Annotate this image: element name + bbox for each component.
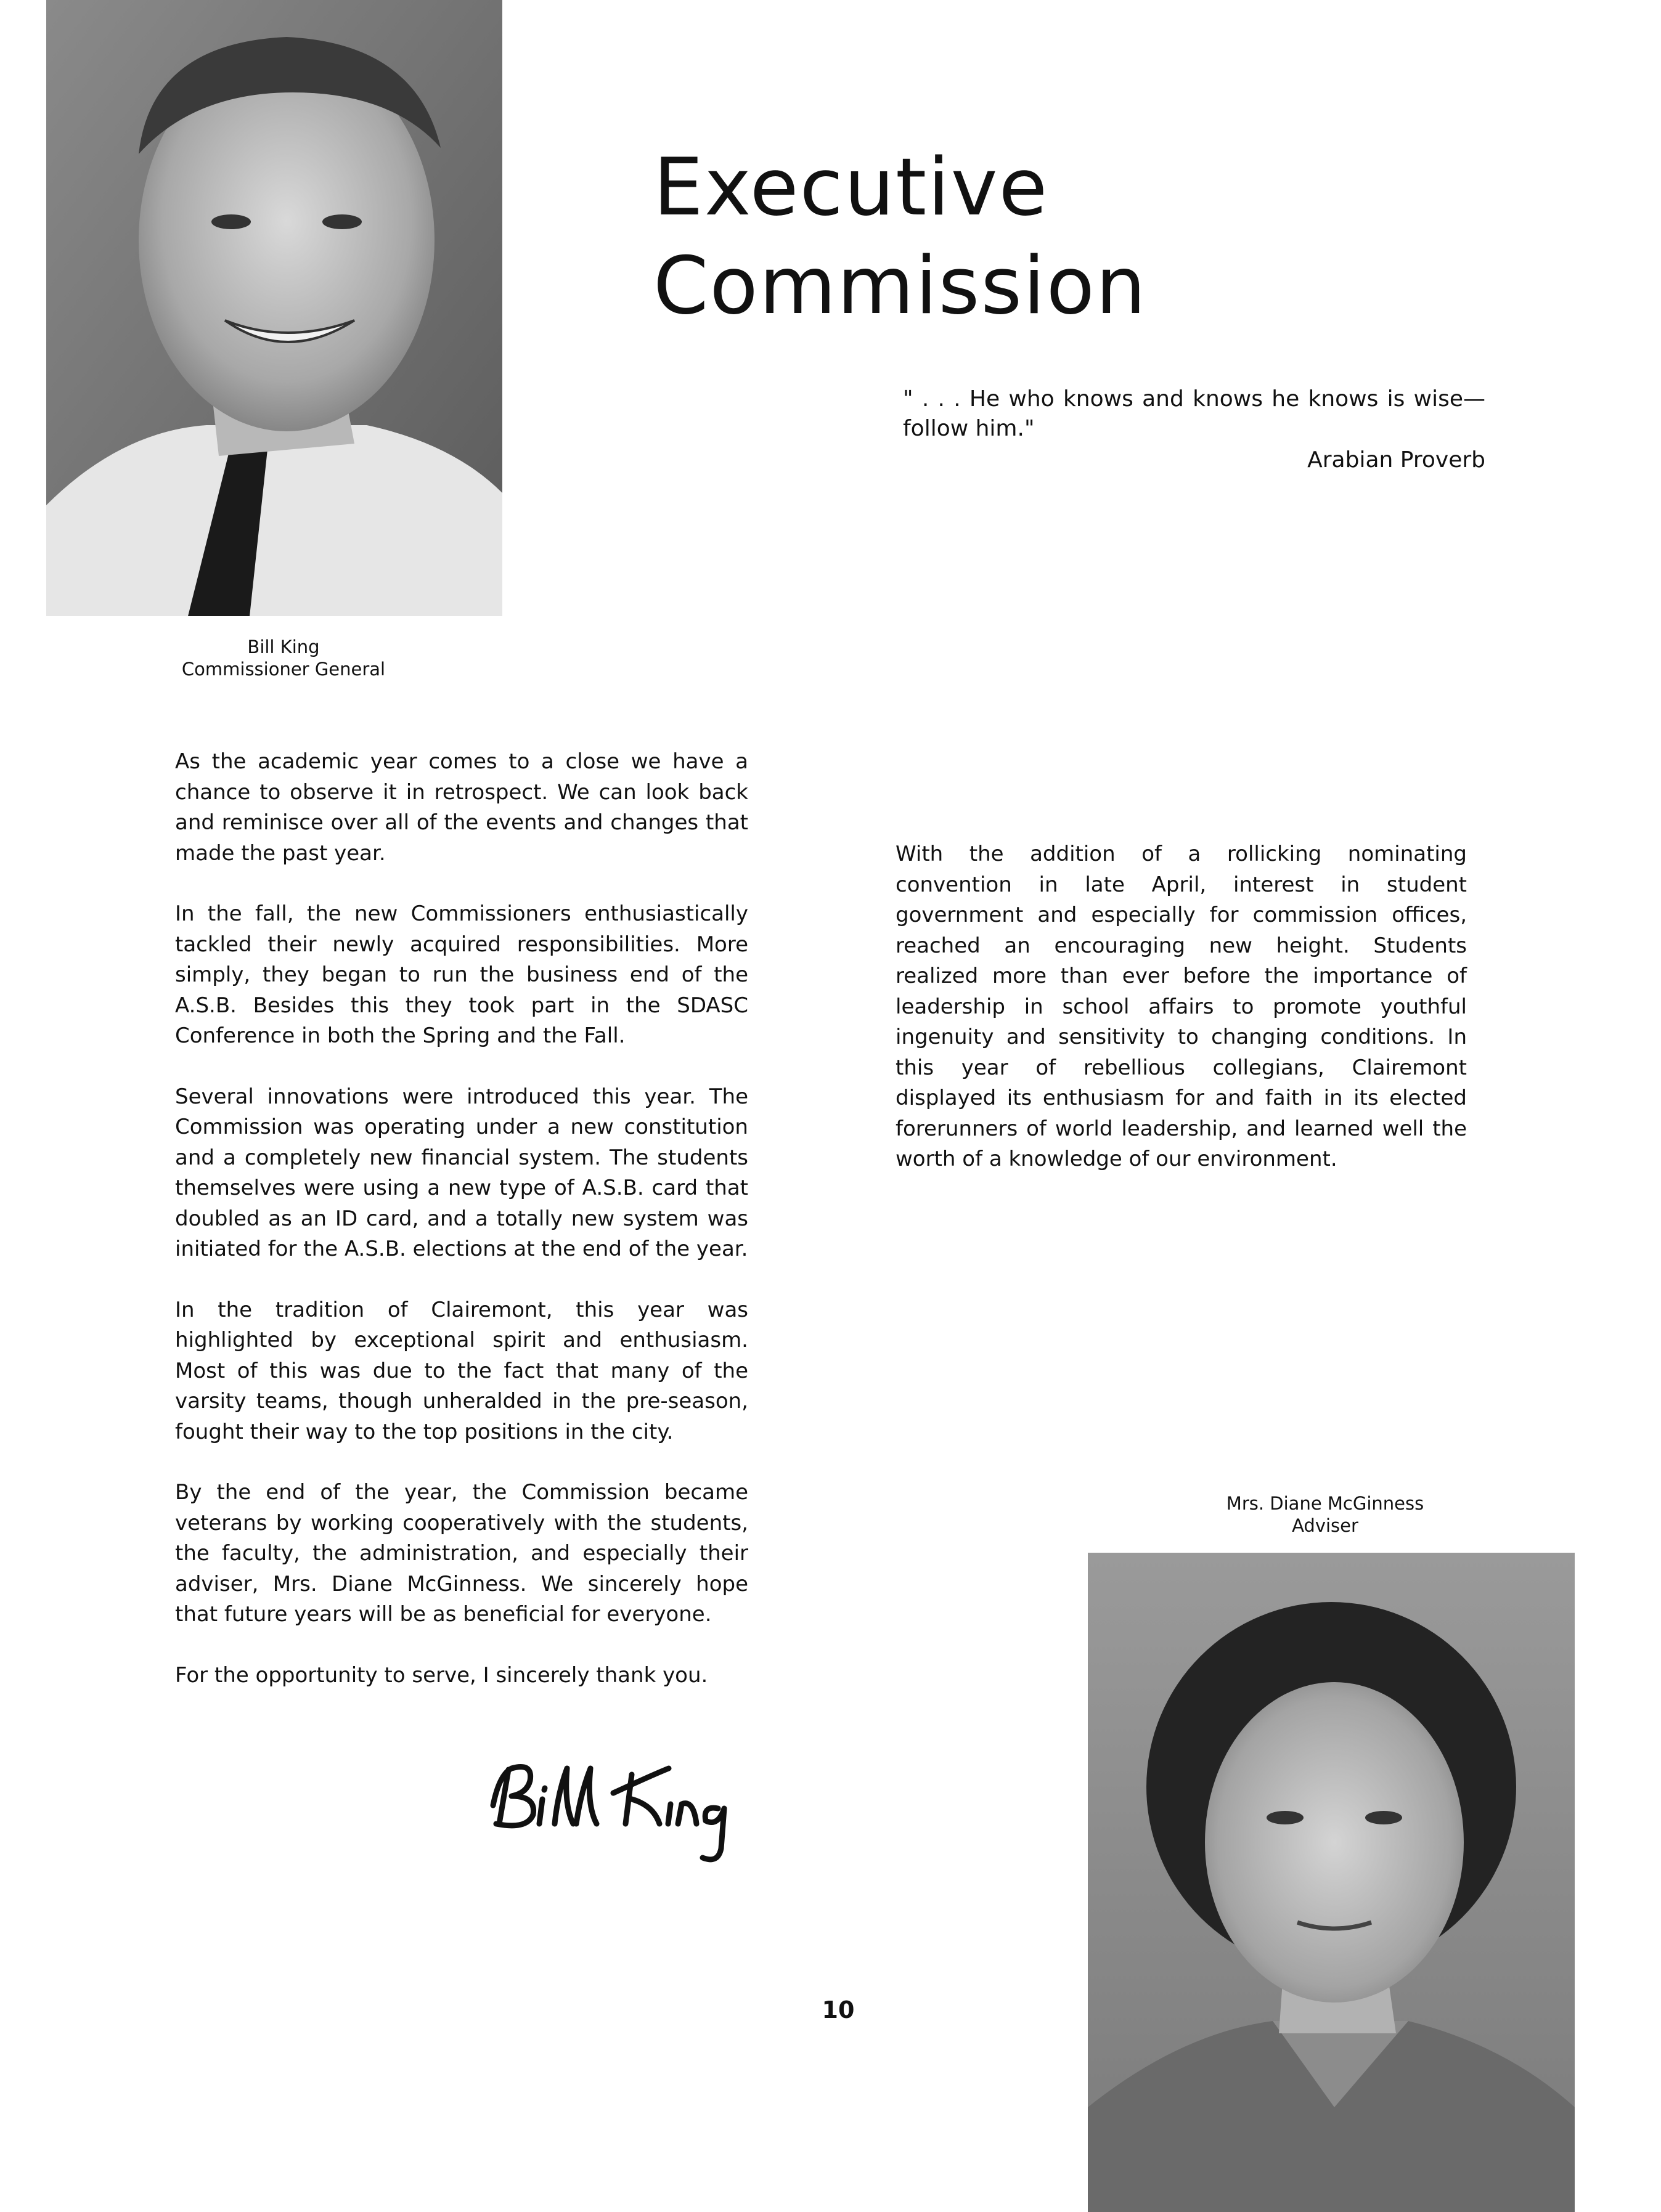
paragraph: In the fall, the new Commissioners enthusiastically tackled their newly acquired responsibilities. More simply, they began to run the business end of the A.S.B. Besides this they took part in the SDASC Conference in both the Spring and the Fall.: [175, 901, 748, 1048]
paragraph: By the end of the year, the Commission became veterans by working cooperatively with the students, the faculty, the administration, and especially their adviser, Mrs. Diane McGinness. We sincerely hope that future years will be as beneficial for everyone.: [175, 1480, 748, 1627]
left-column: [175, 747, 748, 1721]
paragraph: With the addition of a rollicking nominating convention in late April, interest in student government and especially for commission offices, reached an encouraging new height. Students realized more than ever before the importance of leadership in school affairs to promote youthful ingenuity and sensitivity to changing conditions. In this year of rebellious collegians, Clairemont displayed its enthusiasm for and faith in its elected forerunners of world leadership, and learned well the worth of a knowledge of our environment.: [896, 842, 1467, 1171]
portrait-bill-king: [46, 0, 502, 616]
signature: [475, 1731, 758, 1867]
portrait-diane-mcginness: [1088, 1553, 1575, 2212]
page-number: 10: [822, 1996, 855, 2023]
caption-diane-mcginness: [1171, 1492, 1479, 1537]
paragraph: As the academic year comes to a close we have a chance to observe it in retrospect. We can look back and reminisce over all of the events and changes that made the past year.: [175, 749, 748, 866]
quote-block: [903, 384, 1485, 475]
caption-bill-king: [154, 636, 413, 680]
caption-name: Bill King: [247, 636, 320, 657]
caption-role: Adviser: [1292, 1515, 1358, 1536]
paragraph: Several innovations were introduced this year. The Commission was operating under a new constitution and a completely new financial system. The students themselves were using a new type of A.S.B. card that doubled as an ID card, and a totally new system was initiated for the A.S.B. elections at the end of the year.: [175, 1084, 748, 1261]
caption-role: Commissioner General: [181, 659, 386, 680]
portrait-diane-mcginness-image: [1088, 1553, 1575, 2212]
portrait-bill-king-image: [46, 0, 502, 616]
paragraph: For the opportunity to serve, I sincerely thank you.: [175, 1662, 708, 1688]
right-column: [896, 839, 1467, 1205]
signature-image: [475, 1731, 758, 1867]
quote-source: Arabian Proverb: [1307, 447, 1485, 473]
page-title: Executive Commission: [653, 142, 1147, 332]
paragraph: In the tradition of Clairemont, this year was highlighted by exceptional spirit and enthusiasm. Most of this was due to the fact that many of the varsity teams, though unheralded in the pre-season, fought their way to the top positions in the city.: [175, 1297, 748, 1444]
caption-name: Mrs. Diane McGinness: [1226, 1493, 1424, 1514]
quote-text: " . . . He who knows and knows he knows is wise— follow him.": [903, 386, 1485, 441]
